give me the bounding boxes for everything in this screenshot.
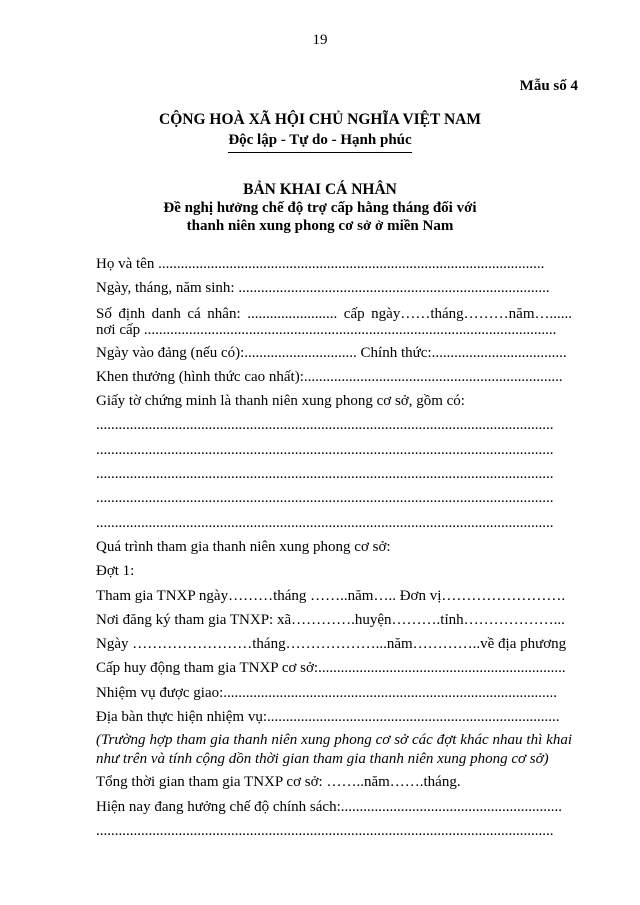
document-title-block — [0, 180, 640, 235]
form-number: Mẫu số 4 — [519, 78, 578, 94]
motto: Độc lập - Tự do - Hạnh phúc — [228, 130, 411, 153]
document-subtitle-line-2: thanh niên xung phong cơ sở ở miền Nam — [186, 218, 454, 234]
award-field[interactable]: Khen thưởng (hình thức cao nhất):..................................................................... — [96, 368, 563, 385]
total-time-field[interactable]: Tổng thời gian tham gia TNXP cơ sở: ……..năm…….tháng. — [96, 774, 461, 791]
return-date-field[interactable]: Ngày ……………………tháng………………...năm…………..về địa phương — [96, 636, 567, 653]
process-heading: Quá trình tham gia thanh niên xung phong cơ sở: — [96, 538, 391, 555]
proof-documents-line-5[interactable]: .......................................................................................................................... — [96, 514, 554, 531]
form-body — [96, 252, 572, 843]
document-title: BẢN KHAI CÁ NHÂN — [243, 181, 397, 198]
proof-documents-line-4[interactable]: .......................................................................................................................... — [96, 490, 554, 507]
proof-documents-label: Giấy tờ chứng minh là thanh niên xung phong cơ sở, gồm có: — [96, 393, 465, 410]
personal-id-field[interactable]: Số định danh cá nhân: ........................ cấp ngày……tháng………năm…...... nơi cấp .............................................................................................................. — [96, 305, 572, 338]
birth-date-field[interactable]: Ngày, tháng, năm sinh: ................................................................................... — [96, 280, 550, 297]
assigned-task-field[interactable]: Nhiệm vụ được giao:......................................................................................... — [96, 684, 558, 701]
full-name-field[interactable]: Họ và tên ....................................................................................................... — [96, 256, 545, 272]
registration-place-field[interactable]: Nơi đăng ký tham gia TNXP: xã………….huyện……….tỉnh………………... — [96, 611, 565, 628]
party-join-date-field[interactable]: Ngày vào đảng (nếu có):.............................. Chính thức:.................................... — [96, 344, 567, 361]
join-date-field[interactable]: Tham gia TNXP ngày………tháng ……..năm….. Đơn vị……………………. — [96, 587, 566, 604]
document-header — [0, 110, 640, 153]
document-subtitle-line-1: Đề nghị hưởng chế độ trợ cấp hằng tháng đối với — [163, 200, 477, 216]
phase-label: Đợt 1: — [96, 563, 135, 580]
proof-documents-line-1[interactable]: .......................................................................................................................... — [96, 417, 554, 434]
current-policy-field[interactable]: Hiện nay đang hưởng chế độ chính sách:........................................................... — [96, 798, 562, 815]
national-title: CỘNG HOÀ XÃ HỘI CHỦ NGHĨA VIỆT NAM — [159, 111, 481, 128]
task-area-field[interactable]: Địa bàn thực hiện nhiệm vụ:.............................................................................. — [96, 709, 560, 726]
instruction-note: (Trường hợp tham gia thanh niên xung phong cơ sở các đợt khác nhau thì khai như trên và tính cộng dồn thời gian tham gia thanh niên xung phong cơ sở) — [96, 732, 572, 768]
proof-documents-line-2[interactable]: .......................................................................................................................... — [96, 441, 554, 458]
mobilization-level-field[interactable]: Cấp huy động tham gia TNXP cơ sở:.................................................................. — [96, 660, 566, 677]
current-policy-line[interactable]: .......................................................................................................................... — [96, 822, 554, 839]
proof-documents-line-3[interactable]: .......................................................................................................................... — [96, 466, 554, 483]
page-number: 19 — [312, 32, 328, 48]
